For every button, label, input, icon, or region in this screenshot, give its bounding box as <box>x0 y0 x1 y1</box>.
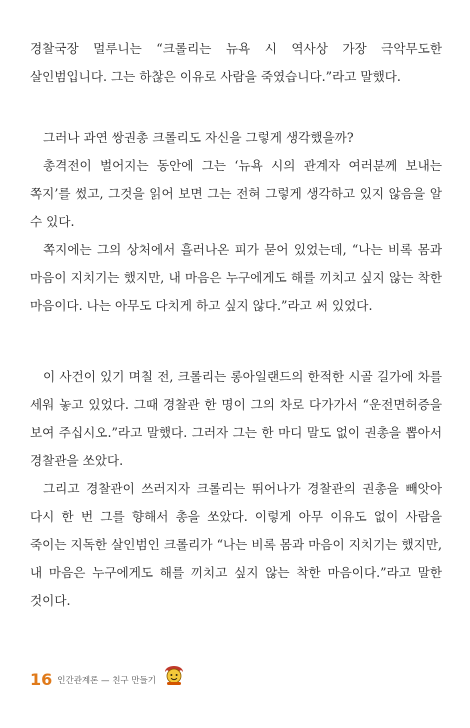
paragraph-note-intro: 총격전이 벌어지는 동안에 그는 ‘뉴욕 시의 관계자 여러분께 보내는 쪽지’를 썼고, 그것을 읽어 보면 그는 전혀 그렇게 생각하고 있지 않음을 알 수 있다. <box>30 158 442 229</box>
paragraph-police-quote: 경찰국장 멀루니는 “크롤리는 뉴욕 시 역사상 가장 극악무도한 살인범입니다. 그는 하찮은 이유로 사람을 죽였습니다.”라고 말했다. <box>30 41 442 84</box>
smiling-character-icon <box>163 661 185 689</box>
crowley-note-block <box>30 124 442 320</box>
opening-block <box>30 35 442 91</box>
incident-block <box>30 363 442 615</box>
paragraph-question: 그러나 과연 쌍권총 크롤리도 자신을 그렇게 생각했을까? <box>43 130 354 145</box>
page-footer <box>30 661 185 689</box>
paragraph-incident: 이 사건이 있기 며칠 전, 크롤리는 롱아일랜드의 한적한 시골 길가에 차를 세워 놓고 있었다. 그때 경찰관 한 명이 그의 차로 다가가서 “운전면허증을 보여 주십시오.”라고 말했다. 그러자 그는 한 마디 말도 없이 권총을 뽑아서 경찰관을 쏘았다. <box>30 369 442 468</box>
paragraph-note-content: 쪽지에는 그의 상처에서 흘러나온 피가 묻어 있었는데, “나는 비록 몸과 마음이 지치기는 했지만, 내 마음은 누구에게도 해를 끼치고 싶지 않는 착한 마음이다. 나는 아무도 다치게 하고 싶지 않다.”라고 써 있었다. <box>30 242 442 313</box>
page-number: 16 <box>30 670 53 689</box>
running-head: 인간관계론 — 친구 만들기 <box>57 676 156 686</box>
paragraph-aftermath: 그리고 경찰관이 쓰러지자 크롤리는 뛰어나가 경찰관의 권총을 빼앗아 다시 한 번 그를 향해서 총을 쏘았다. 이렇게 아무 이유도 없이 사람을 죽이는 지독한 살인범인 크롤리가 “나는 비록 몸과 마음이 지치기는 했지만, 내 마음은 누구에게도 해를 끼치고 싶지 않는 착한 마음이다.”라고 말한 것이다. <box>30 481 442 608</box>
